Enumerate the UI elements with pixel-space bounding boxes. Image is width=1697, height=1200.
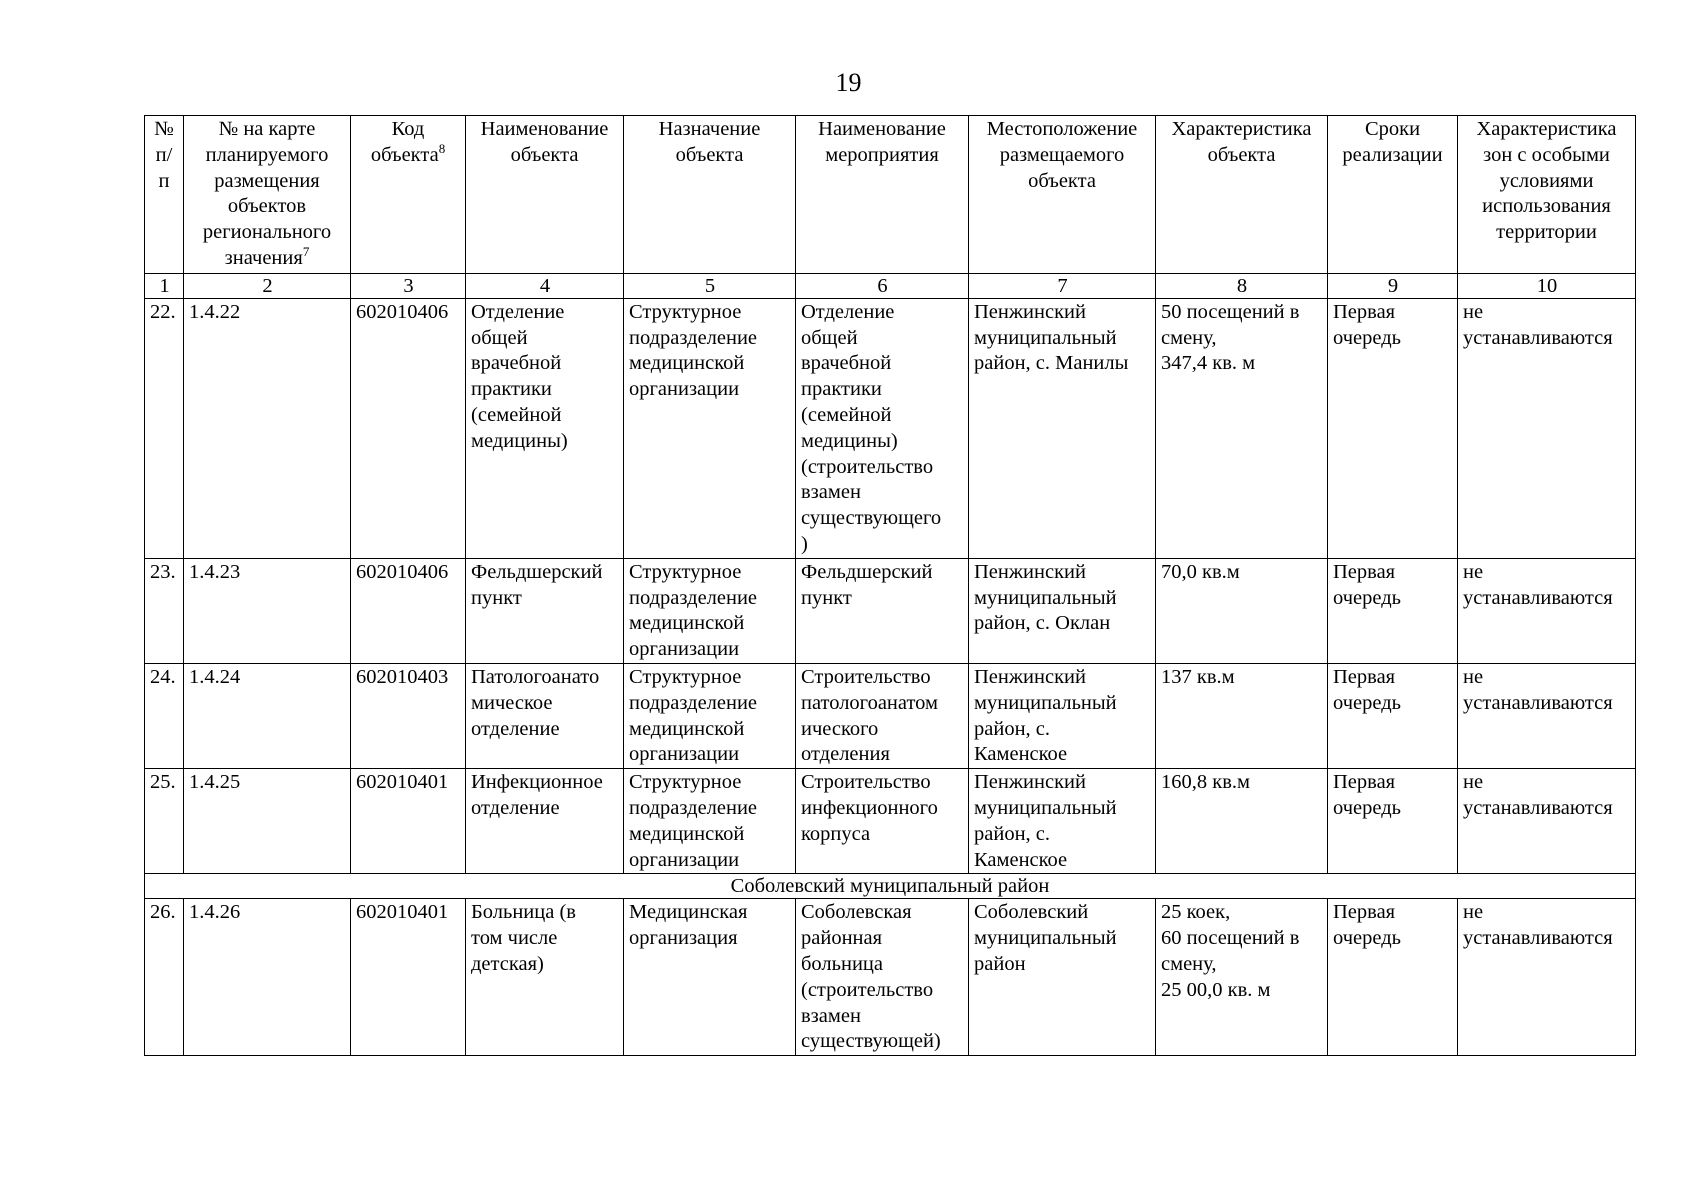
object-name-cell: Фельдшерский пункт	[466, 558, 624, 663]
header-cell-object-code: Код объекта$^8$	[351, 116, 466, 274]
characteristics-cell: 160,8 кв.м	[1156, 769, 1328, 874]
column-number-cell: 2	[184, 273, 351, 298]
table-row	[145, 663, 1636, 768]
measure-name-cell: Строительство инфекционного корпуса	[796, 769, 969, 874]
map-number-cell: 1.4.26	[184, 899, 351, 1056]
page-number: 19	[835, 68, 862, 97]
characteristics-cell: 50 посещений в смену, 347,4 кв. м	[1156, 298, 1328, 558]
measure-name-cell: Строительство патологоанатом ического отделения	[796, 663, 969, 768]
section-title: Соболевский муниципальный район	[145, 874, 1636, 899]
timeline-cell: Первая очередь	[1328, 769, 1458, 874]
location-cell: Пенжинский муниципальный район, с. Каменское	[969, 663, 1156, 768]
location-cell: Соболевский муниципальный район	[969, 899, 1156, 1056]
footnote-ref-8: 8	[438, 140, 446, 156]
object-code-cell: 602010403	[351, 663, 466, 768]
table-body	[145, 273, 1636, 1055]
header-cell-object-name: Наименование объекта	[466, 116, 624, 274]
object-purpose-cell: Структурное подразделение медицинской организации	[624, 558, 796, 663]
header-cell-special-zones: Характеристика зон с особыми условиями использования территории	[1458, 116, 1636, 274]
timeline-cell: Первая очередь	[1328, 298, 1458, 558]
header-cell-map-number: № на карте планируемого размещения объектов регионального значения$^7$	[184, 116, 351, 274]
regional-objects-table	[144, 115, 1636, 1056]
table-row	[145, 899, 1636, 1056]
map-number-cell: 1.4.22	[184, 298, 351, 558]
column-number-cell: 8	[1156, 273, 1328, 298]
column-number-cell: 5	[624, 273, 796, 298]
measure-name-cell: Фельдшерский пункт	[796, 558, 969, 663]
header-cell-measure-name: Наименование мероприятия	[796, 116, 969, 274]
object-code-cell: 602010406	[351, 298, 466, 558]
header-cell-location: Местоположение размещаемого объекта	[969, 116, 1156, 274]
timeline-cell: Первая очередь	[1328, 663, 1458, 768]
characteristics-cell: 25 коек, 60 посещений в смену, 25 00,0 кв. м	[1156, 899, 1328, 1056]
object-purpose-cell: Структурное подразделение медицинской организации	[624, 769, 796, 874]
object-code-cell: 602010401	[351, 899, 466, 1056]
table-row	[145, 769, 1636, 874]
column-number-cell: 7	[969, 273, 1156, 298]
header-cell-object-purpose: Назначение объекта	[624, 116, 796, 274]
row-number-cell: 25.	[145, 769, 184, 874]
location-cell: Пенжинский муниципальный район, с. Оклан	[969, 558, 1156, 663]
map-number-cell: 1.4.23	[184, 558, 351, 663]
row-number-cell: 23.	[145, 558, 184, 663]
column-number-cell: 4	[466, 273, 624, 298]
measure-name-cell: Соболевская районная больница (строительство взамен существующей)	[796, 899, 969, 1056]
table-row	[145, 298, 1636, 558]
characteristics-cell: 137 кв.м	[1156, 663, 1328, 768]
location-cell: Пенжинский муниципальный район, с. Каменское	[969, 769, 1156, 874]
header-cell-number: № п/ п	[145, 116, 184, 274]
table-row	[145, 558, 1636, 663]
column-number-cell: 6	[796, 273, 969, 298]
special-zones-cell: не устанавливаются	[1458, 769, 1636, 874]
row-number-cell: 24.	[145, 663, 184, 768]
measure-name-cell: Отделение общей врачебной практики (семейной медицины) (строительство взамен существующего )	[796, 298, 969, 558]
timeline-cell: Первая очередь	[1328, 558, 1458, 663]
object-name-cell: Отделение общей врачебной практики (семейной медицины)	[466, 298, 624, 558]
footnote-ref-7: 7	[302, 243, 310, 259]
column-number-cell: 10	[1458, 273, 1636, 298]
special-zones-cell: не устанавливаются	[1458, 663, 1636, 768]
row-number-cell: 22.	[145, 298, 184, 558]
object-purpose-cell: Структурное подразделение медицинской организации	[624, 663, 796, 768]
object-purpose-cell: Медицинская организация	[624, 899, 796, 1056]
header-cell-timeline: Сроки реализации	[1328, 116, 1458, 274]
object-purpose-cell: Структурное подразделение медицинской организации	[624, 298, 796, 558]
row-number-cell: 26.	[145, 899, 184, 1056]
map-number-cell: 1.4.25	[184, 769, 351, 874]
object-name-cell: Инфекционное отделение	[466, 769, 624, 874]
column-number-cell: 1	[145, 273, 184, 298]
special-zones-cell: не устанавливаются	[1458, 899, 1636, 1056]
object-code-cell: 602010401	[351, 769, 466, 874]
object-name-cell: Патологоанато мическое отделение	[466, 663, 624, 768]
header-cell-characteristics: Характеристика объекта	[1156, 116, 1328, 274]
column-number-cell: 3	[351, 273, 466, 298]
map-number-cell: 1.4.24	[184, 663, 351, 768]
section-row	[145, 874, 1636, 899]
timeline-cell: Первая очередь	[1328, 899, 1458, 1056]
special-zones-cell: не устанавливаются	[1458, 298, 1636, 558]
special-zones-cell: не устанавливаются	[1458, 558, 1636, 663]
column-number-cell: 9	[1328, 273, 1458, 298]
location-cell: Пенжинский муниципальный район, с. Манилы	[969, 298, 1156, 558]
object-code-cell: 602010406	[351, 558, 466, 663]
object-name-cell: Больница (в том числе детская)	[466, 899, 624, 1056]
column-number-row	[145, 273, 1636, 298]
table-header-row	[145, 116, 1636, 274]
characteristics-cell: 70,0 кв.м	[1156, 558, 1328, 663]
